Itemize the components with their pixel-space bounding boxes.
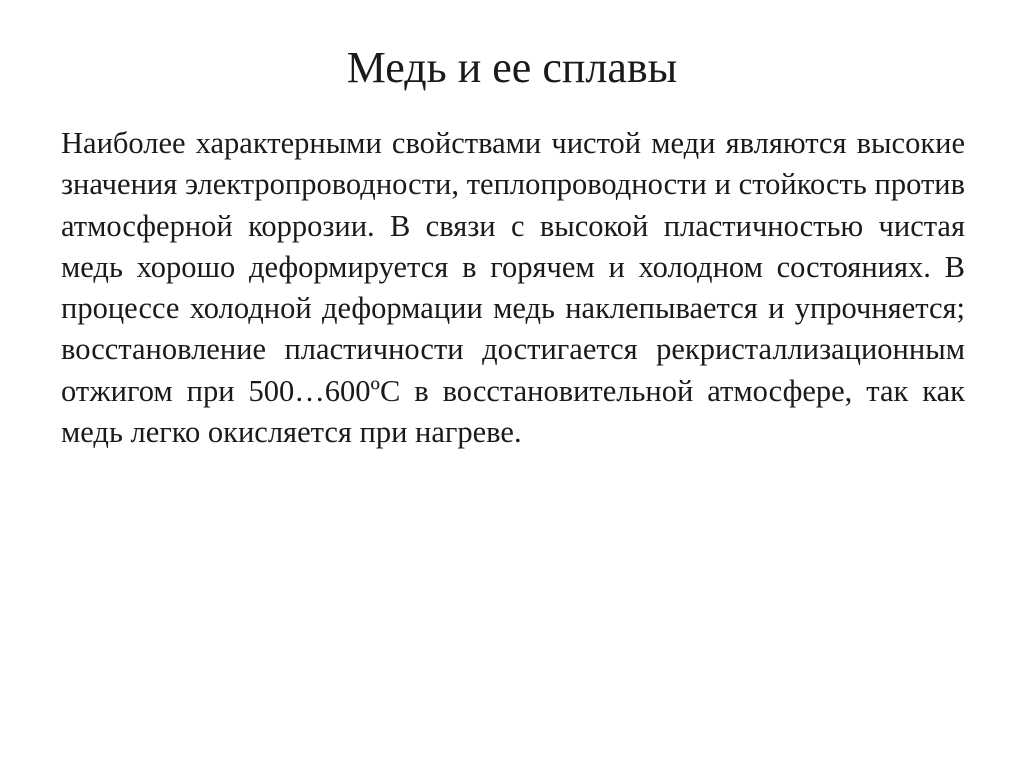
slide-body-text: Наиболее характерными свойствами чистой меди являются высокие значения электропроводности, теплопроводности и стойкость против атмосферной коррозии. В связи с высокой пластичностью чистая медь хорошо деформируется в горячем и холодном состояниях. В процессе холодной деформации медь наклепывается и упрочняется; восстановление пластичности достигается рекристаллизационным отжигом при 500…600ºС в восстановительной атмосфере, так как медь легко окисляется при нагреве. bbox=[61, 126, 965, 450]
slide-title: Медь и ее сплавы bbox=[346, 43, 678, 92]
